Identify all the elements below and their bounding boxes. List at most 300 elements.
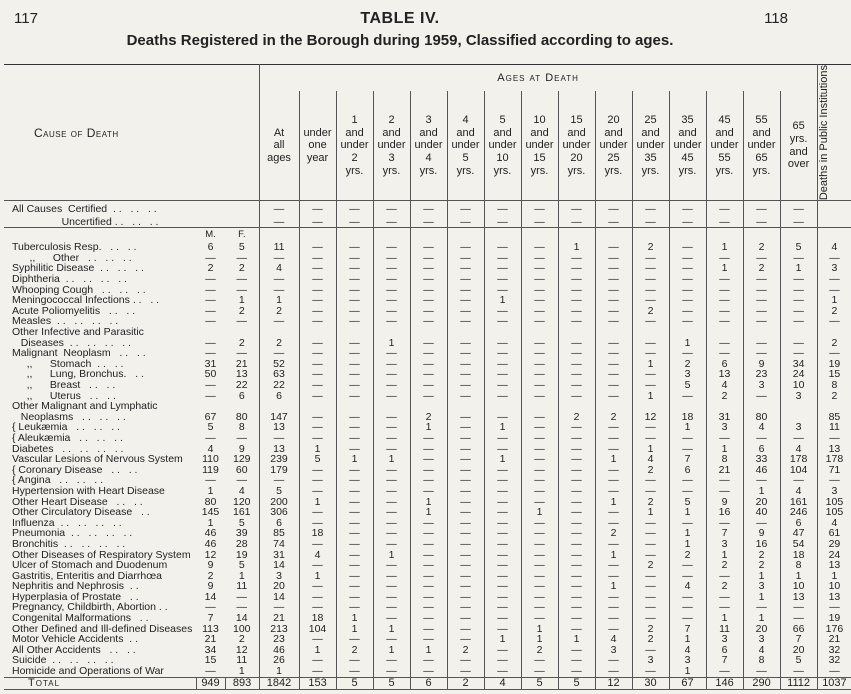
row-label: Congenital Malformations . . bbox=[12, 612, 149, 625]
age-count: 1 bbox=[743, 486, 780, 497]
age-count: — bbox=[706, 253, 743, 264]
male-count: — bbox=[205, 294, 216, 307]
male-count: 2 bbox=[207, 262, 214, 275]
age-count: — bbox=[521, 285, 558, 296]
age-count: — bbox=[447, 285, 484, 296]
row-label: Uncertified . . . . . . bbox=[12, 215, 159, 228]
age-count: — bbox=[484, 380, 521, 391]
age-count: 20 bbox=[780, 645, 817, 656]
public-count: — bbox=[817, 666, 851, 677]
female-count: 120 bbox=[232, 495, 251, 508]
male-count: — bbox=[205, 273, 216, 286]
age-count: — bbox=[447, 391, 484, 402]
row-label: { Aleukæmia . . . . . . bbox=[12, 431, 123, 444]
age-count: — bbox=[558, 444, 595, 455]
age-count: — bbox=[706, 295, 743, 306]
female-count: 1 bbox=[238, 665, 245, 678]
age-count: — bbox=[447, 571, 484, 582]
age-count: — bbox=[373, 560, 410, 571]
age-column-header: At all ages bbox=[259, 91, 299, 201]
age-column-header: 20 and under 25 yrs. bbox=[595, 91, 632, 201]
age-column-header: 10 and under 15 yrs. bbox=[521, 91, 558, 201]
age-count: — bbox=[521, 369, 558, 380]
row-cell bbox=[373, 228, 410, 243]
age-count: — bbox=[410, 602, 447, 613]
total-age-count: 1842 bbox=[259, 677, 299, 689]
age-count: 2 bbox=[521, 645, 558, 656]
male-count: — bbox=[205, 474, 216, 487]
age-count: 7 bbox=[706, 528, 743, 539]
age-count: 63 bbox=[259, 369, 299, 380]
row-cell: — bbox=[632, 201, 669, 217]
row-cell: — bbox=[484, 217, 521, 228]
age-count: — bbox=[558, 592, 595, 603]
age-count: — bbox=[410, 274, 447, 285]
page-number-right: 118 bbox=[764, 10, 788, 27]
public-count: 10 bbox=[817, 581, 851, 592]
age-count: 11 bbox=[259, 242, 299, 253]
age-count: 18 bbox=[780, 549, 817, 560]
row-cell bbox=[484, 228, 521, 243]
age-count: 34 bbox=[780, 359, 817, 370]
age-count: — bbox=[558, 316, 595, 327]
age-count: — bbox=[484, 592, 521, 603]
public-count: 105 bbox=[817, 507, 851, 518]
age-count: — bbox=[521, 391, 558, 402]
female-count: 4 bbox=[238, 484, 245, 497]
age-count: 9 bbox=[743, 359, 780, 370]
age-count: — bbox=[447, 592, 484, 603]
row-cell: — bbox=[299, 217, 336, 228]
male-count: 7 bbox=[207, 612, 214, 625]
age-count: 1 bbox=[632, 507, 669, 518]
total-label: Total bbox=[28, 676, 61, 689]
age-count: — bbox=[373, 263, 410, 274]
age-count: — bbox=[410, 539, 447, 550]
female-count: — bbox=[236, 273, 247, 286]
male-count bbox=[196, 327, 225, 338]
age-count: — bbox=[706, 592, 743, 603]
age-count: 1 bbox=[299, 496, 336, 507]
age-count: — bbox=[336, 295, 373, 306]
age-count: — bbox=[410, 306, 447, 317]
female-count: 9 bbox=[238, 442, 245, 455]
age-count: 21 bbox=[706, 465, 743, 476]
age-count: 1 bbox=[521, 507, 558, 518]
row-label: Other Circulatory Disease . . bbox=[12, 506, 150, 519]
age-count bbox=[632, 327, 669, 338]
age-count: — bbox=[743, 253, 780, 264]
public-count: 3 bbox=[817, 263, 851, 274]
age-count: 4 bbox=[743, 422, 780, 433]
age-count: — bbox=[558, 496, 595, 507]
age-count: — bbox=[780, 253, 817, 264]
table-row bbox=[4, 539, 851, 550]
age-count: — bbox=[410, 528, 447, 539]
age-count: — bbox=[632, 645, 669, 656]
age-count: — bbox=[558, 539, 595, 550]
age-count: — bbox=[632, 581, 669, 592]
age-count: — bbox=[558, 602, 595, 613]
age-count: — bbox=[336, 465, 373, 476]
deaths-table bbox=[4, 64, 851, 690]
age-count: 46 bbox=[259, 645, 299, 656]
female-count: — bbox=[236, 590, 247, 603]
age-count: — bbox=[706, 486, 743, 497]
male-count: 34 bbox=[204, 643, 217, 656]
age-count: — bbox=[521, 454, 558, 465]
age-count: 2 bbox=[595, 528, 632, 539]
age-count bbox=[669, 327, 706, 338]
public-count: 13 bbox=[817, 560, 851, 571]
age-count: — bbox=[299, 422, 336, 433]
male-count: 1 bbox=[207, 516, 214, 529]
age-count: — bbox=[447, 475, 484, 486]
age-count: 2 bbox=[706, 560, 743, 571]
age-count: 3 bbox=[706, 634, 743, 645]
age-count: — bbox=[484, 391, 521, 402]
public-count: 21 bbox=[817, 634, 851, 645]
age-count: — bbox=[595, 433, 632, 444]
table-row bbox=[4, 327, 851, 338]
age-count: 24 bbox=[780, 369, 817, 380]
male-count: — bbox=[205, 665, 216, 678]
age-count: — bbox=[558, 391, 595, 402]
public-count: 178 bbox=[817, 454, 851, 465]
age-count: — bbox=[373, 571, 410, 582]
total-age-count: 5 bbox=[336, 677, 373, 689]
age-count: — bbox=[595, 348, 632, 359]
age-count: — bbox=[632, 263, 669, 274]
age-count: 47 bbox=[780, 528, 817, 539]
age-count: 1 bbox=[669, 666, 706, 677]
age-count: — bbox=[558, 338, 595, 349]
age-count: — bbox=[447, 316, 484, 327]
age-count: — bbox=[484, 507, 521, 518]
female-count: — bbox=[236, 315, 247, 328]
female-count: 6 bbox=[238, 389, 245, 402]
age-count: — bbox=[373, 369, 410, 380]
female-count: 11 bbox=[236, 580, 248, 593]
female-count: — bbox=[236, 283, 247, 296]
male-count: — bbox=[205, 389, 216, 402]
mf-header-row bbox=[4, 228, 851, 243]
public-count: 32 bbox=[817, 645, 851, 656]
age-count: — bbox=[484, 581, 521, 592]
male-count: 6 bbox=[207, 241, 214, 254]
age-count: 1 bbox=[484, 454, 521, 465]
age-count: 2 bbox=[558, 412, 595, 423]
row-cell bbox=[817, 217, 851, 228]
age-count: — bbox=[743, 433, 780, 444]
age-count: — bbox=[669, 253, 706, 264]
age-count: — bbox=[410, 518, 447, 529]
age-count: — bbox=[558, 263, 595, 274]
age-count bbox=[299, 327, 336, 338]
age-count: 8 bbox=[780, 560, 817, 571]
age-count: — bbox=[447, 666, 484, 677]
age-count: — bbox=[521, 412, 558, 423]
total-age-count: 290 bbox=[743, 677, 780, 689]
row-cell bbox=[299, 228, 336, 243]
age-count: — bbox=[373, 528, 410, 539]
age-column-header: 15 and under 20 yrs. bbox=[558, 91, 595, 201]
row-cell bbox=[817, 201, 851, 217]
age-count: 2 bbox=[632, 465, 669, 476]
age-count: 4 bbox=[780, 444, 817, 455]
age-count: — bbox=[410, 444, 447, 455]
row-cell: — bbox=[373, 217, 410, 228]
public-count: 71 bbox=[817, 465, 851, 476]
row-cell: — bbox=[484, 201, 521, 217]
age-count: — bbox=[780, 274, 817, 285]
age-count: 3 bbox=[669, 655, 706, 666]
table-row bbox=[4, 201, 851, 217]
row-label: Ulcer of Stomach and Duodenum bbox=[12, 559, 168, 572]
age-count: — bbox=[299, 263, 336, 274]
age-count: 1 bbox=[410, 422, 447, 433]
age-count: — bbox=[410, 581, 447, 592]
age-count: — bbox=[299, 316, 336, 327]
age-count: — bbox=[484, 242, 521, 253]
age-count: — bbox=[484, 486, 521, 497]
row-label: Suicide . . . . . . . . bbox=[12, 654, 114, 667]
age-count: — bbox=[259, 316, 299, 327]
age-count: 6 bbox=[706, 359, 743, 370]
table-subtitle: Deaths Registered in the Borough during 1959, Classified according to ages. bbox=[126, 32, 674, 49]
public-count: 2 bbox=[817, 306, 851, 317]
age-count: — bbox=[595, 475, 632, 486]
row-label: Meningococcal Infections . . . . bbox=[12, 294, 160, 307]
age-count: — bbox=[558, 645, 595, 656]
row-cell: — bbox=[410, 201, 447, 217]
age-count: — bbox=[336, 539, 373, 550]
age-count: — bbox=[484, 285, 521, 296]
row-label: Bronchitis . . . . . . . . bbox=[12, 537, 126, 550]
age-count: — bbox=[558, 295, 595, 306]
age-count: — bbox=[259, 475, 299, 486]
age-count: — bbox=[521, 348, 558, 359]
row-label: ,, Lung, Bronchus. . . bbox=[12, 368, 144, 381]
age-column-header: 55 and under 65 yrs. bbox=[743, 91, 780, 201]
row-label: Acute Poliomyelitis . . . . bbox=[12, 304, 136, 317]
row-label: ,, Uterus . . . . bbox=[12, 389, 116, 402]
total-age-count: 30 bbox=[632, 677, 669, 689]
public-count: 4 bbox=[817, 518, 851, 529]
age-count: 2 bbox=[669, 359, 706, 370]
row-cell: — bbox=[743, 201, 780, 217]
age-count: — bbox=[299, 518, 336, 529]
age-count: — bbox=[373, 592, 410, 603]
public-count: 105 bbox=[817, 496, 851, 507]
age-count: 1 bbox=[299, 645, 336, 656]
row-cell bbox=[447, 228, 484, 243]
age-count: 1 bbox=[410, 645, 447, 656]
row-label: All Other Accidents . . . . bbox=[12, 643, 136, 656]
age-count: — bbox=[447, 295, 484, 306]
age-count: — bbox=[410, 295, 447, 306]
age-count: — bbox=[595, 518, 632, 529]
age-count: 4 bbox=[299, 549, 336, 560]
age-count: — bbox=[299, 539, 336, 550]
row-cell: — bbox=[743, 217, 780, 228]
age-count: — bbox=[632, 348, 669, 359]
age-count: — bbox=[521, 655, 558, 666]
age-count: — bbox=[447, 518, 484, 529]
age-count: — bbox=[743, 316, 780, 327]
row-label: Gastritis, Enteritis and Diarrhœa bbox=[12, 569, 162, 582]
row-cell: — bbox=[521, 217, 558, 228]
age-count: — bbox=[336, 528, 373, 539]
age-count: — bbox=[521, 560, 558, 571]
age-count: — bbox=[669, 263, 706, 274]
age-column-header: 2 and under 3 yrs. bbox=[373, 91, 410, 201]
age-count: — bbox=[669, 592, 706, 603]
female-count: 12 bbox=[235, 643, 248, 656]
age-count: — bbox=[521, 380, 558, 391]
age-count: — bbox=[595, 560, 632, 571]
age-count: 3 bbox=[743, 581, 780, 592]
age-count: — bbox=[299, 274, 336, 285]
age-count: — bbox=[743, 274, 780, 285]
age-count: — bbox=[632, 613, 669, 624]
age-count: 161 bbox=[780, 496, 817, 507]
age-count: — bbox=[521, 444, 558, 455]
age-count: — bbox=[336, 560, 373, 571]
age-count: 80 bbox=[743, 412, 780, 423]
age-count: — bbox=[669, 613, 706, 624]
age-count: 178 bbox=[780, 454, 817, 465]
age-count: — bbox=[632, 422, 669, 433]
age-count: — bbox=[336, 592, 373, 603]
female-count: 2 bbox=[238, 633, 245, 646]
age-count: — bbox=[558, 475, 595, 486]
public-count: — bbox=[817, 602, 851, 613]
age-count: — bbox=[336, 571, 373, 582]
age-count: — bbox=[259, 348, 299, 359]
public-count bbox=[817, 327, 851, 338]
age-count: 1 bbox=[373, 454, 410, 465]
age-count: — bbox=[743, 602, 780, 613]
age-count: — bbox=[410, 613, 447, 624]
age-count: — bbox=[447, 380, 484, 391]
age-count: — bbox=[558, 507, 595, 518]
age-count: — bbox=[336, 444, 373, 455]
female-count: 14 bbox=[235, 612, 248, 625]
public-count: 24 bbox=[817, 549, 851, 560]
age-count: — bbox=[447, 348, 484, 359]
age-count: 1 bbox=[780, 263, 817, 274]
age-count: — bbox=[558, 560, 595, 571]
age-count: — bbox=[632, 518, 669, 529]
age-count bbox=[780, 401, 817, 412]
age-count: — bbox=[669, 475, 706, 486]
age-count: 1 bbox=[632, 444, 669, 455]
age-count: — bbox=[595, 655, 632, 666]
age-count: — bbox=[373, 242, 410, 253]
age-count: — bbox=[780, 602, 817, 613]
age-count: — bbox=[410, 316, 447, 327]
female-count: — bbox=[236, 347, 247, 360]
age-count: 7 bbox=[706, 655, 743, 666]
age-count: 1 bbox=[706, 549, 743, 560]
age-count: 2 bbox=[706, 581, 743, 592]
age-count: — bbox=[558, 549, 595, 560]
age-count: — bbox=[743, 666, 780, 677]
age-count: — bbox=[410, 380, 447, 391]
total-age-count: 146 bbox=[706, 677, 743, 689]
age-count: — bbox=[595, 539, 632, 550]
age-count: — bbox=[595, 242, 632, 253]
age-count: — bbox=[669, 348, 706, 359]
age-count: — bbox=[632, 369, 669, 380]
male-count: 1 bbox=[207, 484, 214, 497]
female-count: 5 bbox=[238, 241, 245, 254]
age-count: 9 bbox=[743, 528, 780, 539]
age-count: 11 bbox=[706, 624, 743, 635]
age-count: — bbox=[632, 274, 669, 285]
age-count: 1 bbox=[669, 539, 706, 550]
age-count: — bbox=[595, 613, 632, 624]
male-count: — bbox=[205, 336, 216, 349]
age-count: — bbox=[743, 285, 780, 296]
age-count: — bbox=[410, 486, 447, 497]
age-count: — bbox=[595, 465, 632, 476]
age-count: — bbox=[632, 316, 669, 327]
age-count: — bbox=[373, 581, 410, 592]
total-age-count: 1112 bbox=[780, 677, 817, 689]
public-count: 3 bbox=[817, 486, 851, 497]
age-count: 4 bbox=[632, 454, 669, 465]
public-count: — bbox=[817, 253, 851, 264]
age-count: 239 bbox=[259, 454, 299, 465]
age-count: — bbox=[299, 295, 336, 306]
row-cell: — bbox=[373, 201, 410, 217]
female-count: — bbox=[236, 251, 247, 264]
age-count: — bbox=[447, 242, 484, 253]
row-label: Whooping Cough . . . . . . bbox=[12, 283, 146, 296]
age-count: — bbox=[336, 391, 373, 402]
age-count: — bbox=[558, 433, 595, 444]
age-count: 18 bbox=[669, 412, 706, 423]
age-count: 3 bbox=[669, 369, 706, 380]
age-count: 1 bbox=[780, 571, 817, 582]
age-count: — bbox=[447, 549, 484, 560]
age-count: — bbox=[299, 391, 336, 402]
row-label: Diabetes . . . . . . . . bbox=[12, 442, 124, 455]
row-label: Syphilitic Disease . . . . . . bbox=[12, 262, 144, 275]
row-cell: — bbox=[780, 217, 817, 228]
row-label: ,, Breast . . . . bbox=[12, 379, 116, 391]
age-count: 5 bbox=[669, 380, 706, 391]
age-count: 13 bbox=[706, 369, 743, 380]
age-count: 20 bbox=[743, 496, 780, 507]
age-count: — bbox=[743, 306, 780, 317]
female-count: 8 bbox=[238, 421, 245, 434]
age-count: 31 bbox=[706, 412, 743, 423]
age-count: — bbox=[336, 655, 373, 666]
age-count: — bbox=[484, 263, 521, 274]
age-count: — bbox=[484, 253, 521, 264]
female-count: 13 bbox=[235, 368, 248, 381]
table-title: TABLE IV. bbox=[360, 10, 440, 27]
age-count: 2 bbox=[632, 624, 669, 635]
age-count: — bbox=[595, 316, 632, 327]
age-count: 85 bbox=[259, 528, 299, 539]
age-count: — bbox=[373, 465, 410, 476]
public-institutions-header: Deaths in Public Institutions bbox=[817, 65, 851, 201]
age-count: — bbox=[669, 285, 706, 296]
